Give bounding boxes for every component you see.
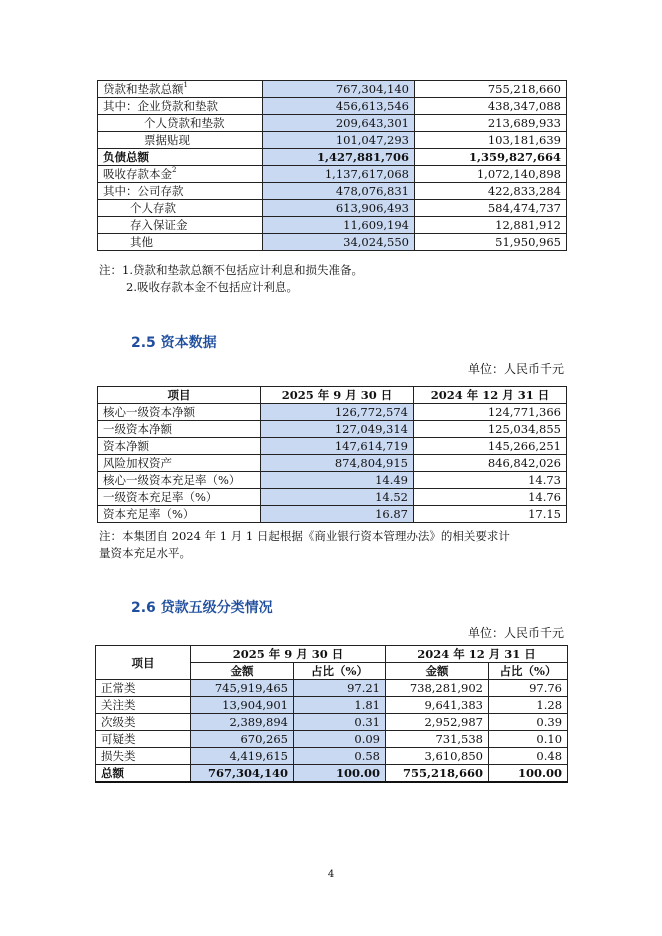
value-2025: 101,047,293 <box>263 132 415 149</box>
value-2024: 213,689,933 <box>415 115 567 132</box>
footnote-mark: 2 <box>172 166 177 174</box>
amount-2024: 9,641,383 <box>386 697 489 714</box>
ratio-2025: 0.09 <box>294 731 386 748</box>
value-2025: 1,137,617,068 <box>263 166 415 183</box>
value-2024: 17.15 <box>414 506 567 523</box>
table-note-1: 注：1.贷款和垫款总额不包括应计利息和损失准备。 <box>99 263 363 277</box>
page-number: 4 <box>327 869 335 880</box>
row-label: 资本充足率（%） <box>98 506 261 523</box>
value-2025: 34,024,550 <box>263 234 415 251</box>
col-header-item: 项目 <box>96 646 191 680</box>
header-row <box>98 387 567 404</box>
capital-table <box>97 386 567 523</box>
value-2024: 1,359,827,664 <box>415 149 567 166</box>
table-row <box>96 714 568 731</box>
row-label: 关注类 <box>96 697 191 714</box>
header-row <box>96 646 568 663</box>
value-2025: 874,804,915 <box>261 455 414 472</box>
row-label: 其他 <box>98 234 263 251</box>
table-row <box>98 472 567 489</box>
amount-2025: 767,304,140 <box>191 765 294 783</box>
value-2025: 147,614,719 <box>261 438 414 455</box>
value-2024: 14.73 <box>414 472 567 489</box>
value-2024: 1,072,140,898 <box>415 166 567 183</box>
row-label: 票据贴现 <box>98 132 263 149</box>
table-row <box>98 149 567 166</box>
value-2025: 767,304,140 <box>263 81 415 98</box>
value-2024: 846,842,026 <box>414 455 567 472</box>
row-label: 损失类 <box>96 748 191 765</box>
value-2024: 14.76 <box>414 489 567 506</box>
row-label: 贷款和垫款总额 <box>103 82 184 96</box>
row-label: 其中：企业贷款和垫款 <box>98 98 263 115</box>
unit-label: 单位：人民币千元 <box>467 362 564 376</box>
ratio-2025: 1.81 <box>294 697 386 714</box>
table-row <box>96 680 568 697</box>
amount-2025: 4,419,615 <box>191 748 294 765</box>
row-label: 负债总额 <box>98 149 263 166</box>
capital-note-line-2: 量资本充足水平。 <box>99 546 191 560</box>
table-row <box>98 455 567 472</box>
value-2024: 51,950,965 <box>415 234 567 251</box>
table-row <box>98 132 567 149</box>
table-row <box>98 183 567 200</box>
table-row <box>98 98 567 115</box>
row-label: 一级资本充足率（%） <box>98 489 261 506</box>
row-label: 个人贷款和垫款 <box>98 115 263 132</box>
footnote-mark: 1 <box>183 81 188 89</box>
row-label: 核心一级资本充足率（%） <box>98 472 261 489</box>
ratio-2024: 0.48 <box>489 748 568 765</box>
value-2025: 14.52 <box>261 489 414 506</box>
ratio-2024: 1.28 <box>489 697 568 714</box>
value-2025: 16.87 <box>261 506 414 523</box>
col-header-amount: 金额 <box>191 663 294 680</box>
table-row <box>96 748 568 765</box>
row-label: 风险加权资产 <box>98 455 261 472</box>
row-label: 可疑类 <box>96 731 191 748</box>
row-label: 次级类 <box>96 714 191 731</box>
unit-label: 单位：人民币千元 <box>467 626 564 640</box>
amount-2025: 2,389,894 <box>191 714 294 731</box>
col-header-2025: 2025 年 9 月 30 日 <box>191 646 386 663</box>
table-row <box>98 166 567 183</box>
value-2024: 438,347,088 <box>415 98 567 115</box>
row-label: 正常类 <box>96 680 191 697</box>
value-2025: 456,613,546 <box>263 98 415 115</box>
amount-2024: 2,952,987 <box>386 714 489 731</box>
table-row <box>98 234 567 251</box>
amount-2024: 755,218,660 <box>386 765 489 783</box>
value-2024: 145,266,251 <box>414 438 567 455</box>
value-2025: 126,772,574 <box>261 404 414 421</box>
table-row <box>96 697 568 714</box>
value-2025: 209,643,301 <box>263 115 415 132</box>
col-header-ratio: 占比（%） <box>489 663 568 680</box>
amount-2025: 670,265 <box>191 731 294 748</box>
value-2025: 478,076,831 <box>263 183 415 200</box>
loan-classification-table <box>95 645 568 783</box>
row-label: 其中：公司存款 <box>98 183 263 200</box>
table-row <box>96 731 568 748</box>
value-2024: 422,833,284 <box>415 183 567 200</box>
section-title-capital: 2.5 资本数据 <box>131 335 217 351</box>
capital-note-line-1: 注：本集团自 2024 年 1 月 1 日起根据《商业银行资本管理办法》的相关要求计 <box>99 529 510 543</box>
value-2025: 613,906,493 <box>263 200 415 217</box>
ratio-2024: 100.00 <box>489 765 568 783</box>
table-row <box>98 404 567 421</box>
row-label: 个人存款 <box>98 200 263 217</box>
table-row <box>98 217 567 234</box>
table-row <box>98 200 567 217</box>
value-2024: 584,474,737 <box>415 200 567 217</box>
total-row <box>96 765 568 783</box>
value-2025: 127,049,314 <box>261 421 414 438</box>
amount-2025: 745,919,465 <box>191 680 294 697</box>
col-header-amount: 金额 <box>386 663 489 680</box>
row-label: 资本净额 <box>98 438 261 455</box>
value-2024: 124,771,366 <box>414 404 567 421</box>
value-2025: 1,427,881,706 <box>263 149 415 166</box>
table-row <box>98 81 567 98</box>
table-row <box>98 115 567 132</box>
row-label: 总额 <box>96 765 191 783</box>
row-label: 吸收存款本金 <box>103 167 172 181</box>
table-note-2: 2.吸收存款本金不包括应计利息。 <box>126 280 298 294</box>
ratio-2025: 0.31 <box>294 714 386 731</box>
value-2024: 755,218,660 <box>415 81 567 98</box>
table-row <box>98 421 567 438</box>
balance-table <box>97 80 567 251</box>
ratio-2024: 0.39 <box>489 714 568 731</box>
row-label: 存入保证金 <box>98 217 263 234</box>
row-label: 一级资本净额 <box>98 421 261 438</box>
value-2025: 14.49 <box>261 472 414 489</box>
row-label: 核心一级资本净额 <box>98 404 261 421</box>
col-header-2024: 2024 年 12 月 31 日 <box>414 387 567 404</box>
col-header-2024: 2024 年 12 月 31 日 <box>386 646 568 663</box>
ratio-2025: 97.21 <box>294 680 386 697</box>
col-header-ratio: 占比（%） <box>294 663 386 680</box>
amount-2025: 13,904,901 <box>191 697 294 714</box>
table-row <box>98 438 567 455</box>
section-title-loan-classification: 2.6 贷款五级分类情况 <box>131 600 273 616</box>
ratio-2024: 0.10 <box>489 731 568 748</box>
amount-2024: 738,281,902 <box>386 680 489 697</box>
ratio-2024: 97.76 <box>489 680 568 697</box>
col-header-2025: 2025 年 9 月 30 日 <box>261 387 414 404</box>
ratio-2025: 100.00 <box>294 765 386 783</box>
amount-2024: 731,538 <box>386 731 489 748</box>
value-2025: 11,609,194 <box>263 217 415 234</box>
col-header-item: 项目 <box>98 387 261 404</box>
table-row <box>98 489 567 506</box>
amount-2024: 3,610,850 <box>386 748 489 765</box>
value-2024: 125,034,855 <box>414 421 567 438</box>
ratio-2025: 0.58 <box>294 748 386 765</box>
table-row <box>98 506 567 523</box>
value-2024: 103,181,639 <box>415 132 567 149</box>
value-2024: 12,881,912 <box>415 217 567 234</box>
